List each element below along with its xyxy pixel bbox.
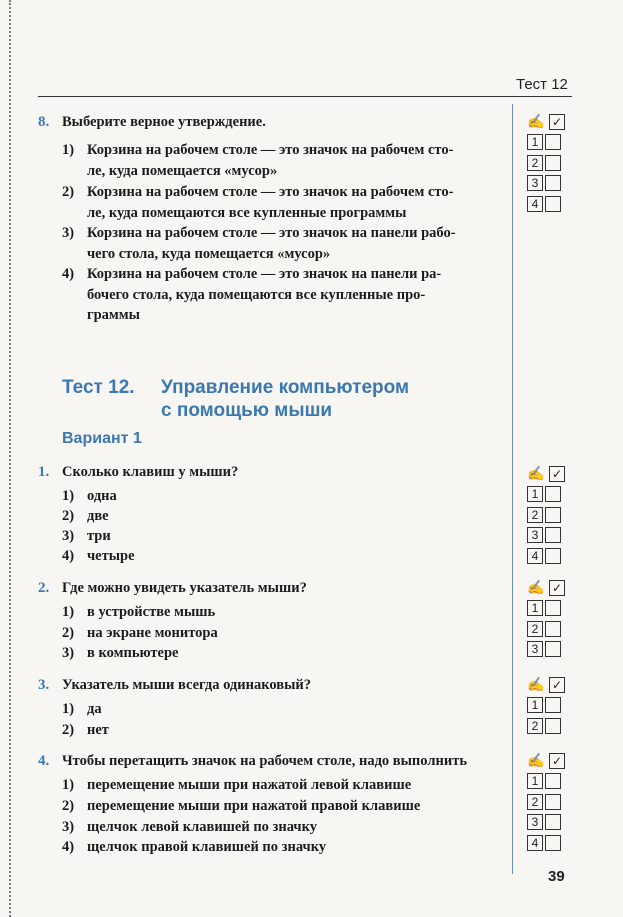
answer-checkbox[interactable] (545, 697, 561, 713)
option-text: в устройстве мышь (87, 604, 216, 620)
question-4-number: 4. (38, 753, 50, 769)
answer-number-box: 4 (527, 835, 543, 851)
q2-option-2 (62, 623, 218, 644)
answer-number-box: 1 (527, 600, 543, 616)
answer-number-box: 2 (527, 507, 543, 523)
question-1-text: Сколько клавиш у мыши? (62, 464, 239, 480)
answer-number-box: 1 (527, 697, 543, 713)
check-icon: ✓ (549, 753, 565, 769)
header-rule (38, 96, 572, 97)
question-8-number: 8. (38, 114, 50, 130)
q1-option-2 (62, 506, 109, 527)
cut-dotted-line (9, 0, 11, 917)
option-text: две (87, 508, 109, 524)
answer-checkbox[interactable] (545, 486, 561, 502)
option-line: бочего стола, куда помещаются все купленные про- (87, 286, 426, 303)
check-icon: ✓ (549, 677, 565, 693)
answer-checkbox[interactable] (545, 155, 561, 171)
option-text: одна (87, 488, 117, 504)
answer-number-box: 3 (527, 814, 543, 830)
option-number: 2) (62, 508, 75, 524)
answer-number-box: 1 (527, 773, 543, 789)
answer-number-box: 4 (527, 548, 543, 564)
answer-column-rule (512, 104, 513, 874)
option-number: 2) (62, 184, 75, 200)
q8-answer-boxes (527, 114, 565, 215)
q3-option-2 (62, 720, 109, 741)
q8-option-4 (62, 264, 441, 326)
page-number: 39 (548, 868, 565, 885)
answer-number-box: 2 (527, 718, 543, 734)
q4-answer-boxes (527, 753, 565, 854)
option-number: 1) (62, 701, 75, 717)
answer-checkbox[interactable] (545, 773, 561, 789)
test-title-line: Управление компьютером (161, 377, 410, 398)
question-2-number: 2. (38, 580, 50, 596)
question-4-text: Чтобы перетащить значок на рабочем столе, надо выполнить (62, 753, 467, 769)
option-line: ле, куда помещается «мусор» (87, 162, 278, 179)
option-line: Корзина на рабочем столе — это значок на панели рабо- (87, 225, 456, 241)
answer-number-box: 3 (527, 527, 543, 543)
option-line: чего стола, куда помещается «мусор» (87, 245, 331, 262)
q8-option-3 (62, 223, 456, 264)
option-line: Корзина на рабочем столе — это значок на рабочем сто- (87, 142, 454, 158)
answer-checkbox[interactable] (545, 527, 561, 543)
q4-option-3 (62, 817, 317, 838)
q4-option-2 (62, 796, 420, 817)
pencil-icon: ✍ (527, 114, 545, 130)
option-number: 1) (62, 142, 75, 158)
option-number: 2) (62, 625, 75, 641)
option-number: 2) (62, 798, 75, 814)
q2-option-1 (62, 602, 215, 623)
answer-number-box: 2 (527, 794, 543, 810)
answer-checkbox[interactable] (545, 175, 561, 191)
q1-option-3 (62, 526, 111, 547)
option-number: 4) (62, 839, 75, 855)
answer-checkbox[interactable] (545, 814, 561, 830)
question-3-text: Указатель мыши всегда одинаковый? (62, 677, 312, 693)
check-icon: ✓ (549, 580, 565, 596)
option-text: в компьютере (87, 645, 179, 661)
answer-checkbox[interactable] (545, 835, 561, 851)
option-text: перемещение мыши при нажатой правой клавише (87, 798, 421, 814)
option-text: щелчок левой клавишей по значку (87, 819, 317, 835)
option-text: нет (87, 722, 109, 738)
option-number: 3) (62, 819, 75, 835)
answer-checkbox[interactable] (545, 134, 561, 150)
option-text: четыре (87, 548, 135, 564)
answer-number-box: 1 (527, 134, 543, 150)
question-2-text: Где можно увидеть указатель мыши? (62, 580, 307, 596)
test-title (62, 376, 409, 422)
q1-option-4 (62, 546, 135, 567)
question-3-number: 3. (38, 677, 50, 693)
option-text: да (87, 701, 102, 717)
answer-checkbox[interactable] (545, 621, 561, 637)
test-number: Тест 12. (62, 377, 135, 398)
q8-option-1 (62, 140, 453, 181)
answer-number-box: 3 (527, 175, 543, 191)
header-test-label: Тест 12 (516, 76, 568, 93)
option-number: 1) (62, 488, 75, 504)
answer-number-box: 2 (527, 621, 543, 637)
option-line: ле, куда помещаются все купленные программы (87, 204, 407, 221)
test-title-line: с помощью мыши (161, 400, 333, 421)
question-8-text: Выберите верное утверждение. (62, 114, 266, 130)
answer-checkbox[interactable] (545, 600, 561, 616)
option-line: Корзина на рабочем столе — это значок на панели ра- (87, 266, 442, 282)
pencil-icon: ✍ (527, 466, 545, 482)
option-number: 1) (62, 604, 75, 620)
option-number: 1) (62, 777, 75, 793)
option-text: три (87, 528, 111, 544)
answer-checkbox[interactable] (545, 507, 561, 523)
option-number: 3) (62, 528, 75, 544)
q4-option-4 (62, 837, 326, 858)
question-1-number: 1. (38, 464, 50, 480)
option-text: на экране монитора (87, 625, 218, 641)
option-number: 4) (62, 548, 75, 564)
pencil-icon: ✍ (527, 580, 545, 596)
answer-number-box: 1 (527, 486, 543, 502)
pencil-icon: ✍ (527, 677, 545, 693)
answer-checkbox[interactable] (545, 196, 561, 212)
option-text: перемещение мыши при нажатой левой клавише (87, 777, 412, 793)
check-icon: ✓ (549, 466, 565, 482)
q2-option-3 (62, 643, 178, 664)
answer-checkbox[interactable] (545, 718, 561, 734)
option-number: 2) (62, 722, 75, 738)
answer-number-box: 3 (527, 641, 543, 657)
option-line: Корзина на рабочем столе — это значок на рабочем сто- (87, 184, 454, 200)
q8-option-2 (62, 182, 453, 223)
q4-option-1 (62, 775, 411, 796)
option-number: 3) (62, 225, 75, 241)
answer-number-box: 4 (527, 196, 543, 212)
answer-checkbox[interactable] (545, 794, 561, 810)
check-icon: ✓ (549, 114, 565, 130)
answer-checkbox[interactable] (545, 548, 561, 564)
q2-answer-boxes (527, 580, 565, 661)
variant-heading: Вариант 1 (62, 430, 142, 447)
q1-answer-boxes (527, 466, 565, 567)
q3-option-1 (62, 699, 102, 720)
pencil-icon: ✍ (527, 753, 545, 769)
q1-option-1 (62, 486, 117, 507)
option-text: щелчок правой клавишей по значку (87, 839, 327, 855)
answer-checkbox[interactable] (545, 641, 561, 657)
answer-number-box: 2 (527, 155, 543, 171)
option-line: граммы (87, 307, 140, 323)
option-number: 4) (62, 266, 75, 282)
q3-answer-boxes (527, 677, 565, 737)
option-number: 3) (62, 645, 75, 661)
